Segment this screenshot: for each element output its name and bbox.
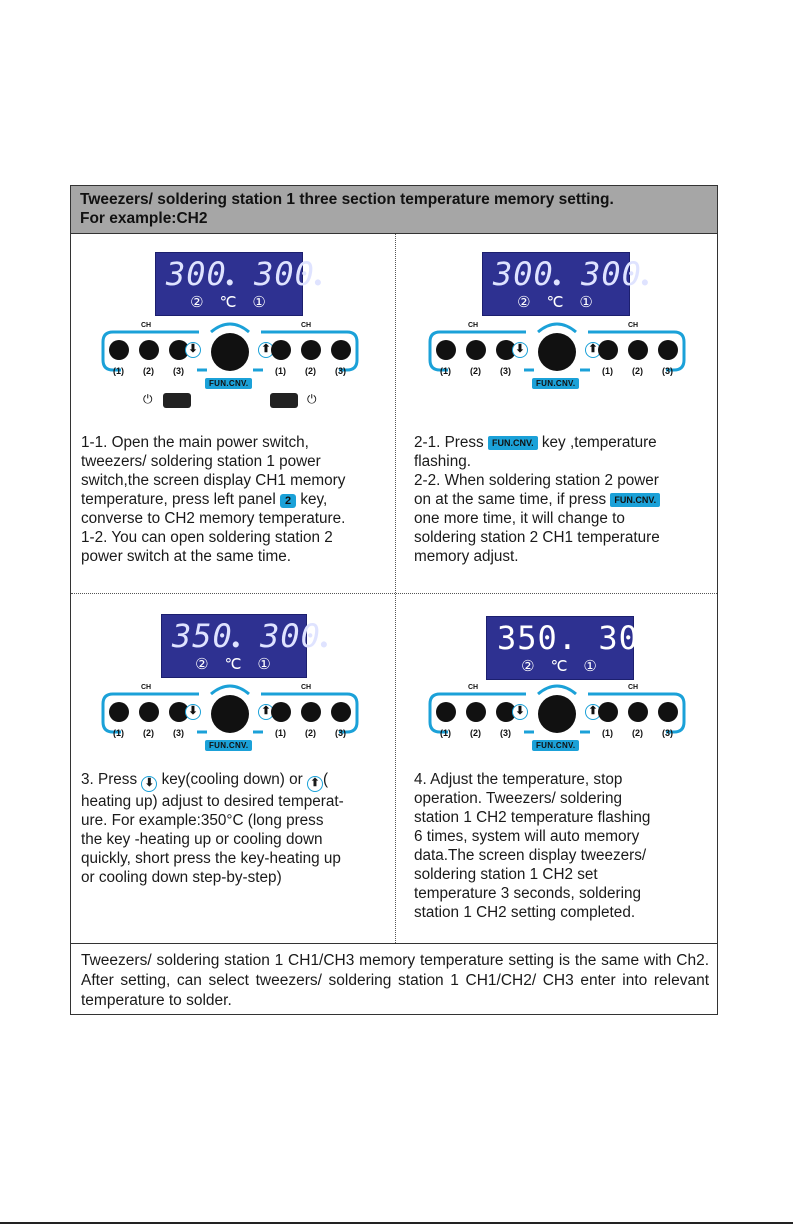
- control-panel: [99, 684, 361, 758]
- lcd-display: [155, 252, 322, 316]
- channel-number: (2): [632, 366, 643, 376]
- page-bottom-rule: [0, 1222, 793, 1224]
- up-arrow-button[interactable]: ⬆: [258, 704, 274, 720]
- channel-number: (1): [275, 366, 286, 376]
- text-line: station 1 CH2 setting completed.: [414, 904, 636, 921]
- lcd-digits: 300● 300●: [493, 255, 649, 293]
- text-line: power switch at the same time.: [81, 548, 291, 565]
- channel-number: (1): [113, 728, 124, 738]
- channel-number: (2): [632, 728, 643, 738]
- up-arrow-icon: ⬆: [307, 776, 323, 792]
- main-knob[interactable]: [538, 333, 576, 371]
- down-arrow-icon: ⬇: [141, 776, 157, 792]
- up-arrow-button[interactable]: ⬆: [585, 342, 601, 358]
- fun-cnv-badge: FUN.CNV.: [488, 436, 538, 450]
- text-line: converse to CH2 memory temperature.: [81, 510, 346, 527]
- channel-number: (3): [335, 728, 346, 738]
- lcd-indicators: ② ℃ ①: [521, 658, 599, 675]
- text-line: 3. Press ⬇ key(cooling down) or ⬆ (: [81, 770, 391, 792]
- main-knob[interactable]: [538, 695, 576, 733]
- text-line: 4. Adjust the temperature, stop: [414, 771, 623, 788]
- ch-label: CH: [301, 322, 312, 329]
- channel-number: (3): [662, 366, 673, 376]
- fun-cnv-button[interactable]: FUN.CNV.: [205, 378, 252, 389]
- text-line: heating up) adjust to desired temperat-: [81, 793, 344, 810]
- text-line: one more time, it will change to: [414, 510, 625, 527]
- channel-number: (3): [173, 728, 184, 738]
- text-line: the key -heating up or cooling down: [81, 831, 323, 848]
- instruction-frame: [70, 185, 718, 1015]
- ch-label: CH: [301, 684, 312, 691]
- lcd-digits: 300● 300●: [166, 255, 322, 293]
- channel-number: (1): [440, 366, 451, 376]
- text-line: or cooling down step-by-step): [81, 869, 282, 886]
- channel-knob-right-3[interactable]: [658, 702, 678, 722]
- channel-knob-left-1[interactable]: [436, 702, 456, 722]
- step-cell-1: [71, 234, 395, 593]
- ch-label: CH: [468, 684, 479, 691]
- channel-knob-left-1[interactable]: [109, 702, 129, 722]
- channel-number: (2): [470, 728, 481, 738]
- text-line: ure. For example:350°C (long press: [81, 812, 324, 829]
- channel-knob-left-1[interactable]: [436, 340, 456, 360]
- main-knob[interactable]: [211, 333, 249, 371]
- power-switch-left[interactable]: [163, 393, 191, 408]
- ch-label: CH: [468, 322, 479, 329]
- channel-number: (3): [173, 366, 184, 376]
- power-switch-right[interactable]: [270, 393, 298, 408]
- text-line: temperature, press left panel 2 key,: [81, 491, 328, 508]
- fun-cnv-button[interactable]: FUN.CNV.: [532, 378, 579, 389]
- text-line: flashing.: [414, 453, 471, 470]
- text-line: switch,the screen display CH1 memory: [81, 472, 346, 489]
- fun-cnv-button[interactable]: FUN.CNV.: [205, 740, 252, 751]
- channel-knob-right-2[interactable]: [628, 340, 648, 360]
- text-line: station 1 CH2 temperature flashing: [414, 809, 651, 826]
- channel-knob-left-1[interactable]: [109, 340, 129, 360]
- step-text: [81, 770, 391, 887]
- channel-knob-right-3[interactable]: [331, 340, 351, 360]
- channel-knob-left-2[interactable]: [466, 702, 486, 722]
- text-line: 1-1. Open the main power switch,: [81, 434, 309, 451]
- channel-knob-left-2[interactable]: [139, 340, 159, 360]
- text-line: 2-2. When soldering station 2 power: [414, 472, 659, 489]
- channel-number: (1): [113, 366, 124, 376]
- channel-number: (3): [662, 728, 673, 738]
- text-line: soldering station 1 CH2 set: [414, 866, 598, 883]
- text-line: temperature 3 seconds, soldering: [414, 885, 642, 902]
- up-arrow-button[interactable]: ⬆: [258, 342, 274, 358]
- text-line: 6 times, system will auto memory: [414, 828, 640, 845]
- text-line: 2-1. Press FUN.CNV. key ,temperature: [414, 434, 657, 451]
- channel-knob-right-1[interactable]: [598, 702, 618, 722]
- text-line: soldering station 2 CH1 temperature: [414, 529, 660, 546]
- power-icon: ⏻: [307, 392, 317, 406]
- channel-knob-left-2[interactable]: [139, 702, 159, 722]
- channel-number: (1): [440, 728, 451, 738]
- step-text: [414, 770, 714, 922]
- key-2-badge: 2: [280, 494, 296, 508]
- text-line: 1-2. You can open soldering station 2: [81, 529, 333, 546]
- lcd-display: [482, 252, 649, 316]
- step-cell-2: [396, 234, 719, 593]
- footer-separator: [71, 943, 717, 944]
- lcd-indicators: ② ℃ ①: [195, 656, 273, 673]
- step-text: [414, 433, 719, 566]
- section-header: [71, 186, 717, 234]
- fun-cnv-badge: FUN.CNV.: [610, 493, 660, 507]
- down-arrow-button[interactable]: ⬇: [185, 342, 201, 358]
- channel-knob-right-3[interactable]: [658, 340, 678, 360]
- channel-number: (2): [143, 728, 154, 738]
- ch-label: CH: [628, 684, 639, 691]
- ch-label: CH: [628, 322, 639, 329]
- down-arrow-button[interactable]: ⬇: [512, 342, 528, 358]
- channel-knob-right-3[interactable]: [331, 702, 351, 722]
- channel-knob-left-2[interactable]: [466, 340, 486, 360]
- step-text: [81, 433, 391, 566]
- step-cell-3: [71, 594, 395, 943]
- text-line: on at the same time, if press FUN.CNV.: [414, 490, 719, 509]
- text-line: quickly, short press the key-heating up: [81, 850, 341, 867]
- step-cell-4: [396, 594, 719, 943]
- power-icon: ⏻: [143, 392, 153, 406]
- header-title-line1: Tweezers/ soldering station 1 three section temperature memory setting.: [80, 191, 614, 208]
- main-knob[interactable]: [211, 695, 249, 733]
- text-line: tweezers/ soldering station 1 power: [81, 453, 321, 470]
- text-line: data.The screen display tweezers/: [414, 847, 647, 864]
- channel-knob-right-2[interactable]: [301, 340, 321, 360]
- lcd-digits: 350● 300●: [172, 617, 328, 655]
- lcd-indicators: ② ℃ ①: [517, 294, 595, 311]
- channel-number: (1): [602, 728, 613, 738]
- text-line: operation. Tweezers/ soldering: [414, 790, 623, 807]
- channel-number: (2): [305, 366, 316, 376]
- channel-number: (2): [305, 728, 316, 738]
- text-line: memory adjust.: [414, 548, 519, 565]
- down-arrow-button[interactable]: ⬇: [185, 704, 201, 720]
- channel-number: (2): [470, 366, 481, 376]
- control-panel: [99, 322, 361, 396]
- channel-knob-right-2[interactable]: [301, 702, 321, 722]
- channel-number: (3): [500, 366, 511, 376]
- ch-label: CH: [141, 322, 152, 329]
- ch-label: CH: [141, 684, 152, 691]
- lcd-digits: 350. 300.: [497, 619, 680, 657]
- fun-cnv-button[interactable]: FUN.CNV.: [532, 740, 579, 751]
- footer-note: Tweezers/ soldering station 1 CH1/CH3 memory temperature setting is the same with Ch2. After setting, can select tweezers/ soldering station 1 CH1/CH2/ CH3 enter into relevant temperature to solder.: [81, 952, 709, 1009]
- channel-number: (3): [335, 366, 346, 376]
- header-title-line2: For example:CH2: [80, 210, 208, 227]
- channel-number: (1): [602, 366, 613, 376]
- channel-knob-right-1[interactable]: [271, 340, 291, 360]
- up-arrow-button[interactable]: ⬆: [585, 704, 601, 720]
- channel-number: (1): [275, 728, 286, 738]
- control-panel: [426, 684, 688, 758]
- channel-number: (3): [500, 728, 511, 738]
- lcd-display: [486, 616, 680, 680]
- lcd-display: [161, 614, 328, 678]
- channel-knob-right-1[interactable]: [598, 340, 618, 360]
- channel-knob-right-1[interactable]: [271, 702, 291, 722]
- lcd-indicators: ② ℃ ①: [190, 294, 268, 311]
- down-arrow-button[interactable]: ⬇: [512, 704, 528, 720]
- control-panel: [426, 322, 688, 396]
- channel-number: (2): [143, 366, 154, 376]
- channel-knob-right-2[interactable]: [628, 702, 648, 722]
